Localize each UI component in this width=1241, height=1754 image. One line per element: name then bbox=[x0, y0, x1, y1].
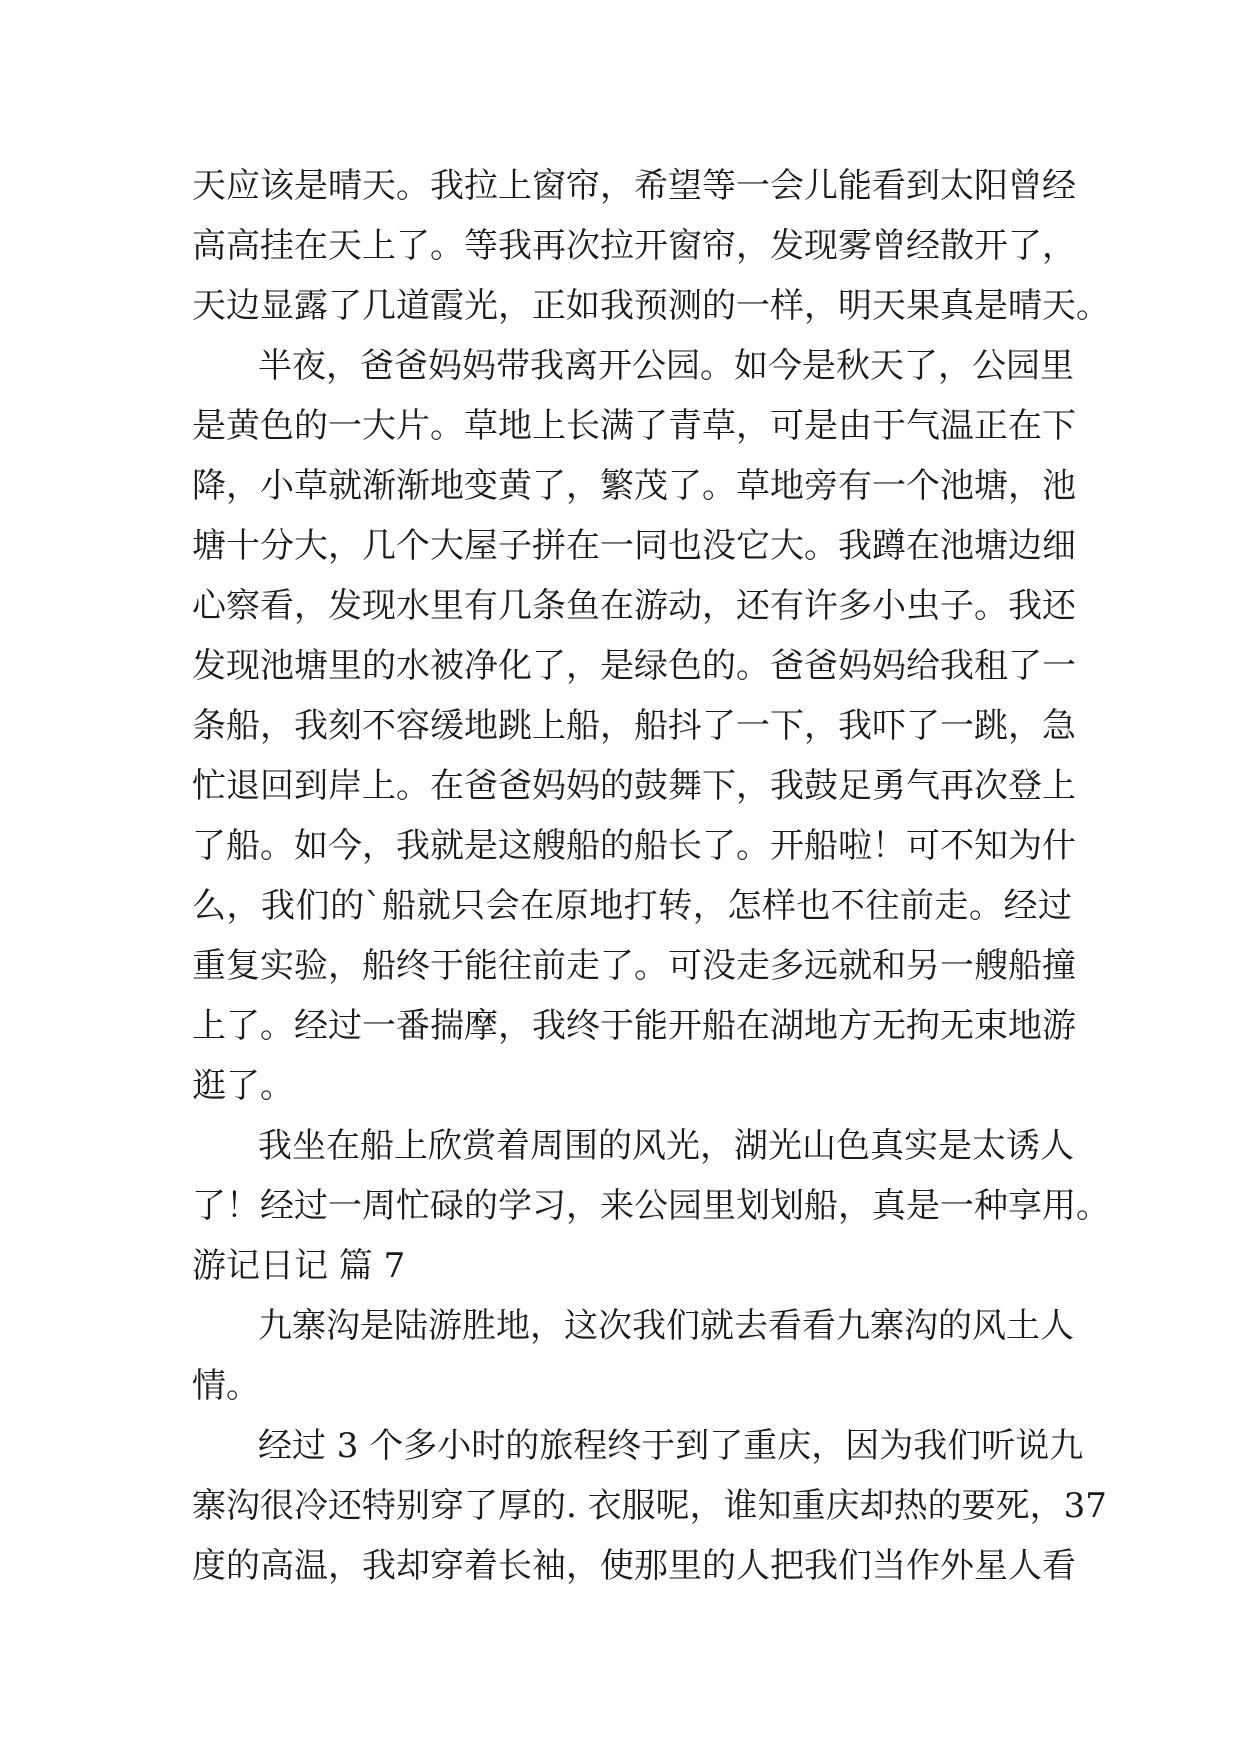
text-line: 了！经过一周忙碌的学习，来公园里划划船，真是一种享用。 bbox=[192, 1186, 1110, 1226]
paragraph-last-line: 情。 bbox=[192, 1366, 260, 1406]
text-line: 重复实验，船终于能往前走了。可没走多远就和另一艘船撞 bbox=[192, 946, 1076, 986]
text-line: 上了。经过一番揣摩，我终于能开船在湖地方无拘无束地游 bbox=[192, 1006, 1076, 1046]
text-line: 么，我们的`船就只会在原地打转，怎样也不往前走。经过 bbox=[192, 886, 1072, 926]
text-line: 忙退回到岸上。在爸爸妈妈的鼓舞下，我鼓足勇气再次登上 bbox=[192, 766, 1076, 806]
text-line: 度的高温，我却穿着长袖，使那里的人把我们当作外星人看 bbox=[192, 1546, 1076, 1586]
text-line: 寨沟很冷还特别穿了厚的. 衣服呢，谁知重庆却热的要死，37 bbox=[192, 1486, 1107, 1526]
text-line: 条船，我刻不容缓地跳上船，船抖了一下，我吓了一跳，急 bbox=[192, 706, 1076, 746]
text-line: 了船。如今，我就是这艘船的船长了。开船啦！可不知为什 bbox=[192, 826, 1076, 866]
text-line: 是黄色的一大片。草地上长满了青草，可是由于气温正在下 bbox=[192, 406, 1076, 446]
text-line: 降，小草就渐渐地变黄了，繁茂了。草地旁有一个池塘，池 bbox=[192, 466, 1076, 506]
text-line: 天边显露了几道霞光，正如我预测的一样，明天果真是晴天。 bbox=[192, 286, 1110, 326]
text-line: 发现池塘里的水被净化了，是绿色的。爸爸妈妈给我租了一 bbox=[192, 646, 1076, 686]
paragraph-last-line: 逛了。 bbox=[192, 1066, 294, 1106]
text-line: 天应该是晴天。我拉上窗帘，希望等一会儿能看到太阳曾经 bbox=[192, 166, 1076, 206]
paragraph-first-line: 九寨沟是陆游胜地，这次我们就去看看九寨沟的风土人 bbox=[258, 1306, 1074, 1346]
section-heading: 游记日记 篇 7 bbox=[192, 1246, 406, 1286]
paragraph-first-line: 经过 3 个多小时的旅程终于到了重庆，因为我们听说九 bbox=[258, 1426, 1084, 1466]
text-line: 高高挂在天上了。等我再次拉开窗帘，发现雾曾经散开了， bbox=[192, 226, 1076, 266]
text-line: 心察看，发现水里有几条鱼在游动，还有许多小虫子。我还 bbox=[192, 586, 1076, 626]
paragraph-first-line: 半夜，爸爸妈妈带我离开公园。如今是秋天了，公园里 bbox=[258, 346, 1074, 386]
text-line: 塘十分大，几个大屋子拼在一同也没它大。我蹲在池塘边细 bbox=[192, 526, 1076, 566]
paragraph-first-line: 我坐在船上欣赏着周围的风光，湖光山色真实是太诱人 bbox=[258, 1126, 1074, 1166]
body-text bbox=[192, 156, 1110, 1596]
